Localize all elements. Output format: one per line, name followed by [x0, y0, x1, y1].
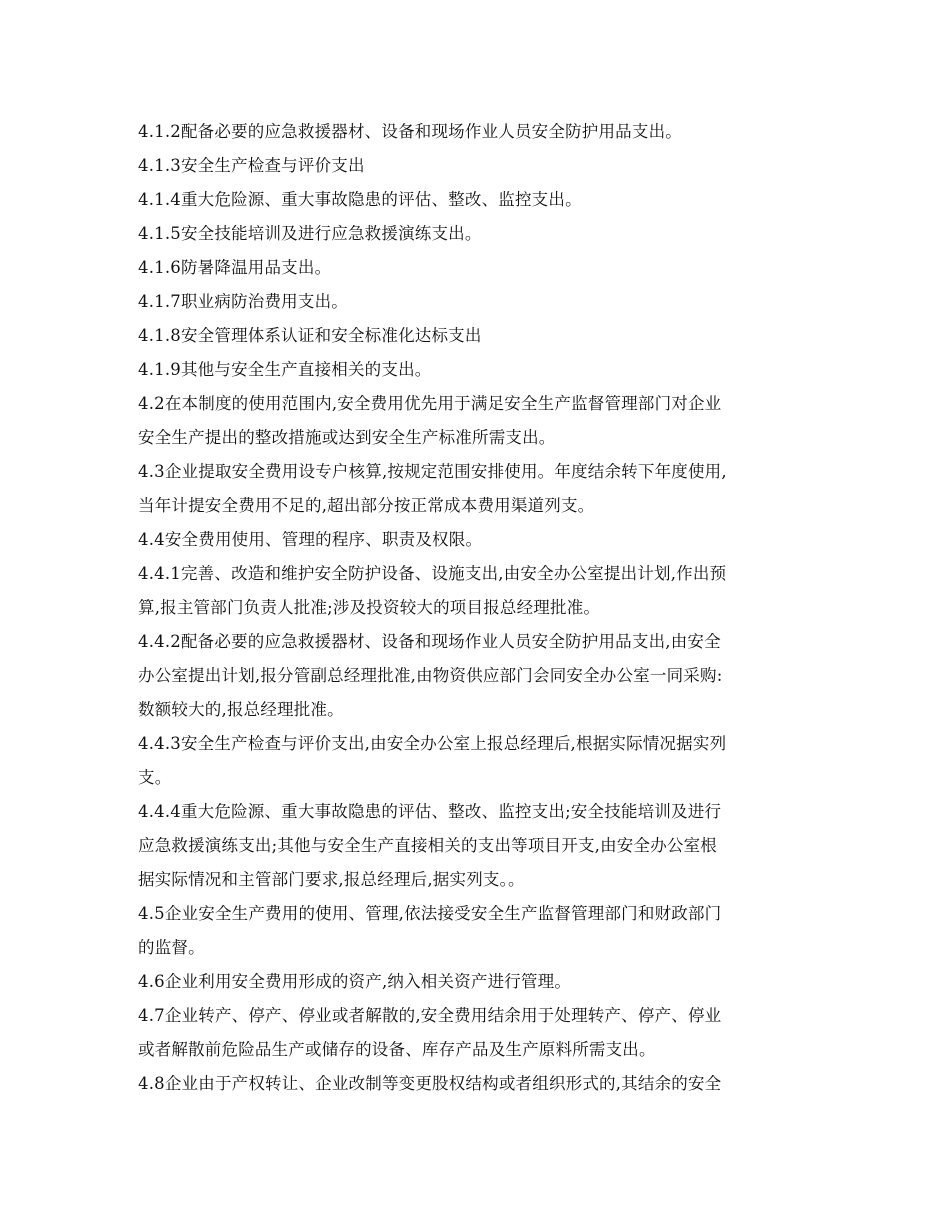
text-line: 4.8企业由于产权转让、企业改制等变更股权结构或者组织形式的,其结余的安全 [138, 1074, 722, 1093]
text-line: 的监督。 [138, 938, 205, 957]
paragraph-4-3 [138, 455, 814, 523]
text-line: 4.1.8安全管理体系认证和安全标准化达标支出 [138, 326, 482, 345]
paragraph-4-1-7 [138, 285, 814, 319]
text-line: 4.5企业安全生产费用的使用、管理,依法接受安全生产监督管理部门和财政部门 [138, 904, 722, 923]
text-line: 应急救援演练支出;其他与安全生产直接相关的支出等项目开支,由安全办公室根 [138, 836, 718, 855]
text-line: 4.1.5安全技能培训及进行应急救援演练支出。 [138, 224, 482, 243]
paragraph-4-2 [138, 387, 814, 455]
paragraph-4-1-2 [138, 115, 814, 149]
paragraph-4-4-4 [138, 795, 814, 897]
text-line: 办公室提出计划,报分管副总经理批准,由物资供应部门会同安全办公室一同采购: [138, 666, 723, 685]
text-line: 支。 [138, 768, 172, 787]
text-line: 算,报主管部门负责人批准;涉及投资较大的项目报总经理批准。 [138, 598, 601, 617]
paragraph-4-4-2 [138, 625, 814, 727]
paragraph-4-1-4 [138, 183, 814, 217]
paragraph-4-1-3 [138, 149, 814, 183]
paragraph-4-4-3 [138, 727, 814, 795]
document-body [138, 115, 814, 1101]
text-line: 4.2在本制度的使用范围内,安全费用优先用于满足安全生产监督管理部门对企业 [138, 394, 722, 413]
paragraph-4-1-6 [138, 251, 814, 285]
text-line: 4.4.4重大危险源、重大事故隐患的评估、整改、监控支出;安全技能培训及进行 [138, 802, 722, 821]
paragraph-4-7 [138, 999, 814, 1067]
paragraph-4-6 [138, 965, 814, 999]
text-line: 据实际情况和主管部门要求,报总经理后,据实列支。。 [138, 870, 525, 889]
paragraph-4-1-9 [138, 353, 814, 387]
paragraph-4-5 [138, 897, 814, 965]
paragraph-4-1-8 [138, 319, 814, 353]
text-line: 4.3企业提取安全费用设专户核算,按规定范围安排使用。年度结余转下年度使用, [138, 462, 727, 481]
text-line: 或者解散前危险品生产或储存的设备、库存产品及生产原料所需支出。 [138, 1040, 656, 1059]
text-line: 4.1.3安全生产检查与评价支出 [138, 156, 365, 175]
paragraph-4-4-1 [138, 557, 814, 625]
text-line: 4.6企业利用安全费用形成的资产,纳入相关资产进行管理。 [138, 972, 572, 991]
text-line: 安全生产提出的整改措施或达到安全生产标准所需支出。 [138, 428, 556, 447]
text-line: 4.1.2配备必要的应急救援器材、设备和现场作业人员安全防护用品支出。 [138, 122, 682, 141]
paragraph-4-4 [138, 523, 814, 557]
text-line: 当年计提安全费用不足的,超出部分按正常成本费用渠道列支。 [138, 496, 595, 515]
text-line: 4.1.7职业病防治费用支出。 [138, 292, 348, 311]
text-line: 4.4.2配备必要的应急救援器材、设备和现场作业人员安全防护用品支出,由安全 [138, 632, 721, 651]
text-line: 4.4.1完善、改造和维护安全防护设备、设施支出,由安全办公室提出计划,作出预 [138, 564, 727, 583]
text-line: 4.4安全费用使用、管理的程序、职责及权限。 [138, 530, 483, 549]
text-line: 4.7企业转产、停产、停业或者解散的,安全费用结余用于处理转产、停产、停业 [138, 1006, 722, 1025]
text-line: 4.1.6防暑降温用品支出。 [138, 258, 332, 277]
text-line: 4.1.4重大危险源、重大事故隐患的评估、整改、监控支出。 [138, 190, 582, 209]
text-line: 4.4.3安全生产检查与评价支出,由安全办公室上报总经理后,根据实际情况据实列 [138, 734, 727, 753]
text-line: 数额较大的,报总经理批准。 [138, 700, 344, 719]
text-line: 4.1.9其他与安全生产直接相关的支出。 [138, 360, 432, 379]
paragraph-4-1-5 [138, 217, 814, 251]
paragraph-4-8 [138, 1067, 814, 1101]
